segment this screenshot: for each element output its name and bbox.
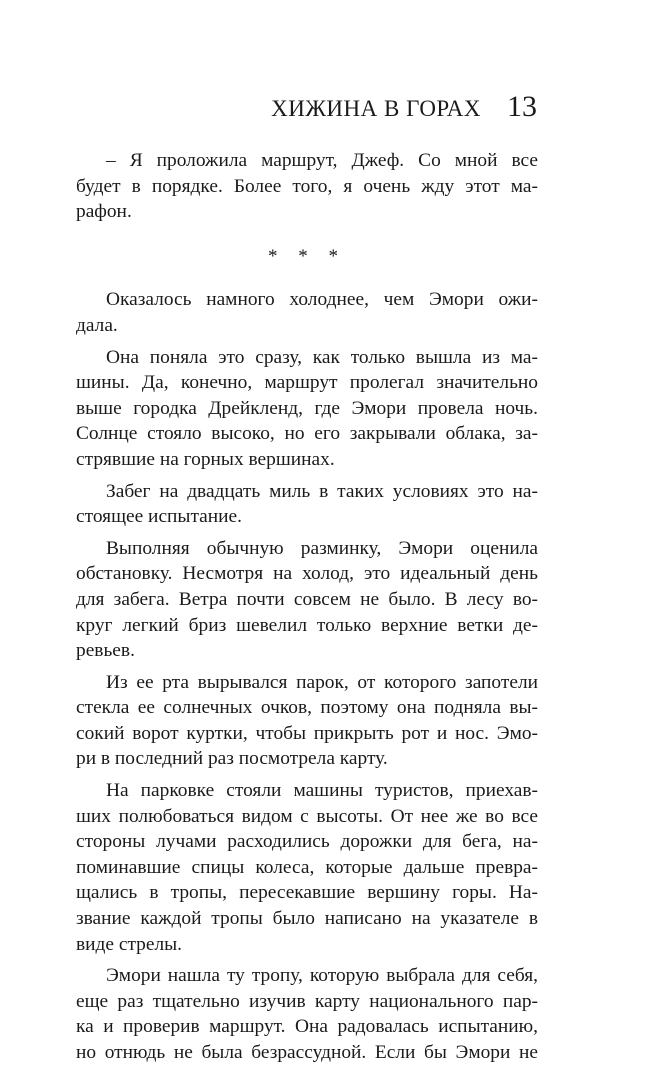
text-line: ри в последний раз посмотрела карту.	[76, 748, 388, 770]
text-line: На парковке стояли машины туристов, приехав-	[106, 780, 538, 802]
text-line: щались в тропы, пересекавшие вершину горы. На-	[76, 882, 538, 904]
text-line: еще раз тщательно изучив карту национального пар-	[76, 990, 538, 1012]
text-line: шины. Да, конечно, маршрут пролегал значительно	[76, 372, 538, 394]
section-separator: * * *	[268, 245, 346, 267]
text-line: ших полюбоваться видом с высоты. От нее же во все	[76, 805, 538, 827]
text-line: круг легкий бриз шевелил только верхние ветки де-	[76, 614, 538, 636]
text-line: будет в порядке. Более того, я очень жду этот ма-	[76, 175, 538, 197]
body-text	[76, 148, 538, 1066]
running-title: ХИЖИНА В ГОРАХ	[271, 96, 481, 121]
text-line: ка и проверив маршрут. Она радовалась испытанию,	[76, 1016, 538, 1038]
text-line: ревьев.	[76, 640, 135, 662]
text-line: поминавшие спицы колеса, которые дальше превра-	[76, 856, 538, 878]
text-line: – Я проложила маршрут, Джеф. Со мной все	[106, 150, 538, 171]
running-head	[271, 90, 537, 126]
text-line: но отнюдь не была безрассудной. Если бы Эмори не	[76, 1042, 538, 1063]
text-line: рафон.	[76, 201, 132, 223]
text-line: Забег на двадцать миль в таких условиях это на-	[106, 480, 538, 502]
text-line: Из ее рта вырывался парок, от которого запотели	[106, 671, 538, 693]
text-line: звание каждой тропы было написано на указателе в	[76, 908, 538, 930]
text-line: Выполняя обычную разминку, Эмори оценила	[106, 537, 538, 559]
text-line: виде стрелы.	[76, 933, 183, 955]
text-line: выше городка Дрейкленд, где Эмори провела ночь.	[76, 397, 538, 419]
page-number: 13	[507, 90, 537, 123]
text-line: стекла ее солнечных очков, поэтому она подняла вы-	[76, 697, 538, 719]
text-line: стоящее испытание.	[76, 506, 242, 528]
text-line: стороны лучами расходились дорожки для бега, на-	[76, 831, 538, 853]
text-line: стрявшие на горных вершинах.	[76, 448, 335, 470]
text-line: сокий ворот куртки, чтобы прикрыть рот и нос. Эмо-	[76, 722, 538, 744]
text-line: Оказалось намного холоднее, чем Эмори ожи-	[106, 289, 538, 311]
text-line: обстановку. Несмотря на холод, это идеальный день	[76, 563, 538, 585]
text-line: Она поняла это сразу, как только вышла из ма-	[106, 346, 538, 368]
text-line: дала.	[76, 314, 118, 336]
text-line: Солнце стояло высоко, но его закрывали облака, за-	[76, 423, 538, 445]
text-line: для забега. Ветра почти совсем не было. В лесу во-	[76, 588, 538, 610]
text-line: Эмори нашла ту тропу, которую выбрала для себя,	[106, 965, 538, 987]
